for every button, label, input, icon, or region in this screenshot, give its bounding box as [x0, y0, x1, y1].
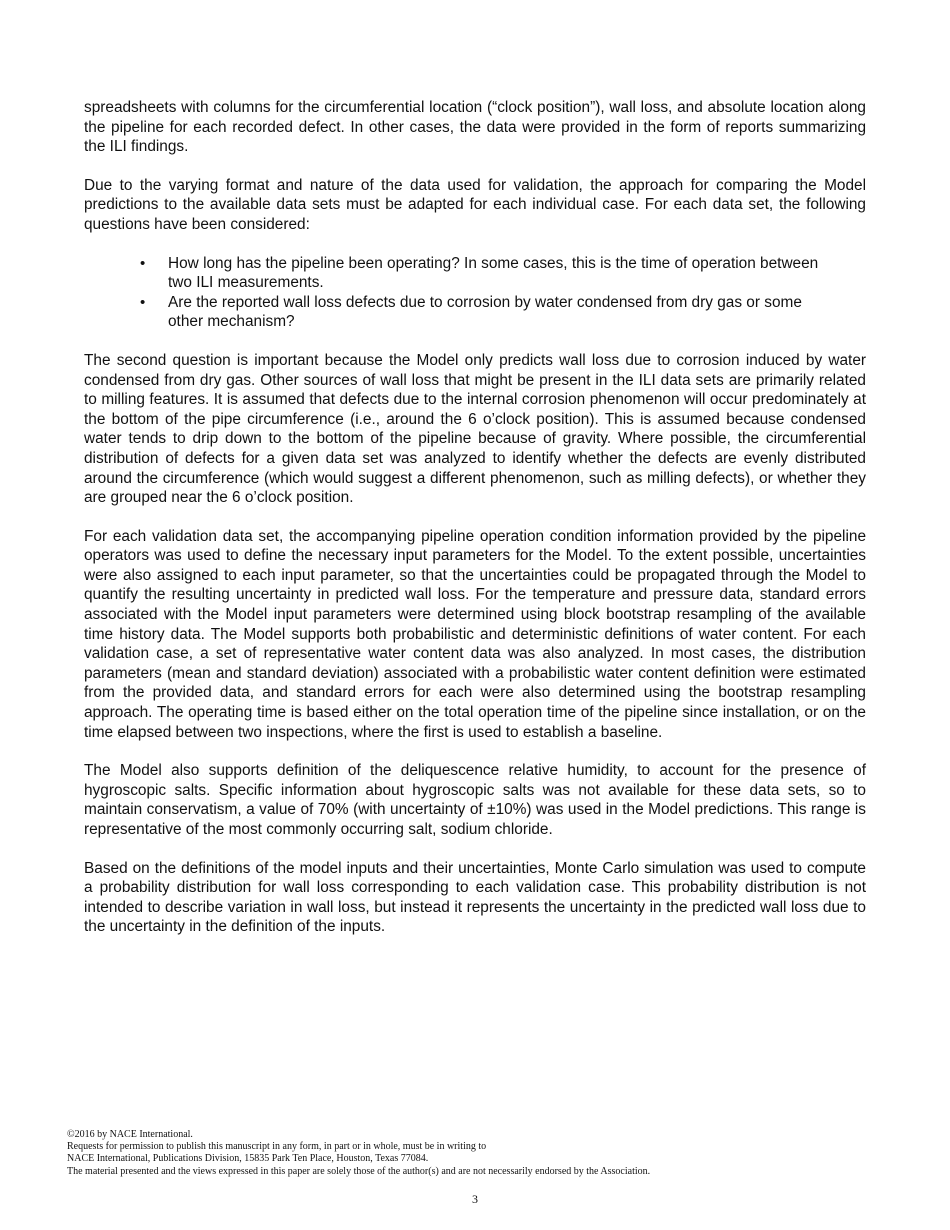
- list-item: [140, 254, 830, 293]
- copyright-footer: [67, 1129, 887, 1178]
- paragraph-data-formats: spreadsheets with columns for the circumferential location (“clock position”), wall loss, and absolute location along the pipeline for each recorded defect. In other cases, the data were provided in the form of reports summarizing the ILI findings.: [84, 99, 866, 156]
- page-body: [84, 98, 866, 956]
- paragraph-input-parameters: For each validation data set, the accompanying pipeline operation condition information provided by the pipeline operators was used to define the necessary input parameters for the Model. To the extent possible, uncertainties were also assigned to each input parameter, so that the uncertainties could be propagated through the Model to quantify the resulting uncertainty in predicted wall loss. For the temperature and pressure data, standard errors associated with the Model input parameters were determined using block bootstrap resampling of the available time history data. The Model supports both probabilistic and deterministic definitions of water content. For each validation case, a set of representative water content data was also analyzed. In most cases, the distribution parameters (mean and standard deviation) associated with a probabilistic water content definition were estimated from the provided data, and standard errors for each were also determined using the bootstrap resampling approach. The operating time is based either on the total operation time of the pipeline since installation, or on the time elapsed between two inspections, where the first is used to establish a baseline.: [84, 527, 866, 741]
- footer-line: NACE International, Publications Division, 15835 Park Ten Place, Houston, Texas 77084.: [67, 1153, 429, 1165]
- paragraph-validation-approach: Due to the varying format and nature of the data used for validation, the approach for comparing the Model predictions to the available data sets must be adapted for each individual case. For each data set, the following questions have been considered:: [84, 176, 866, 233]
- paragraph-deliquescence: The Model also supports definition of the deliquescence relative humidity, to account for the presence of hygroscopic salts. Specific information about hygroscopic salts was not available for these data sets, so to maintain conservatism, a value of 70% (with uncertainty of ±10%) was used in the Model predictions. This range is representative of the most commonly occurring salt, sodium chloride.: [84, 762, 866, 838]
- bullet-icon: •: [140, 293, 146, 311]
- list-item-text: How long has the pipeline been operating? In some cases, this is the time of operation between two ILI measurements.: [168, 254, 819, 292]
- paragraph-monte-carlo: Based on the definitions of the model inputs and their uncertainties, Monte Carlo simulation was used to compute a probability distribution for wall loss corresponding to each validation case. This probability distribution is not intended to describe variation in wall loss, but instead it represents the uncertainty in the predicted wall loss due to the uncertainty in the definition of the inputs.: [84, 859, 866, 936]
- footer-line: Requests for permission to publish this manuscript in any form, in part or in whole, must be in writing to: [67, 1141, 487, 1153]
- list-item-text: Are the reported wall loss defects due to corrosion by water condensed from dry gas or some other mechanism?: [168, 293, 802, 331]
- page-number: 3: [472, 1192, 478, 1206]
- bullet-icon: •: [140, 254, 146, 272]
- paragraph-second-question: The second question is important because the Model only predicts wall loss due to corrosion induced by water condensed from dry gas. Other sources of wall loss that might be present in the ILI data sets are primarily related to milling features. It is assumed that defects due to the internal corrosion phenomenon will occur predominately at the bottom of the pipe circumference (i.e., around the 6 o’clock position). This is assumed because condensed water tends to drip down to the bottom of the pipeline because of gravity. Where possible, the circumferential distribution of defects for a given data set was analyzed to identify whether the defects are evenly distributed around the circumference (which would suggest a different phenomenon, such as milling defects), or whether they are grouped near the 6 o’clock position.: [84, 351, 866, 507]
- questions-list: [84, 254, 830, 332]
- list-item: [140, 293, 830, 332]
- footer-line: The material presented and the views expressed in this paper are solely those of the author(s) and are not necessarily endorsed by the Association.: [67, 1165, 651, 1177]
- footer-line: ©2016 by NACE International.: [67, 1129, 193, 1140]
